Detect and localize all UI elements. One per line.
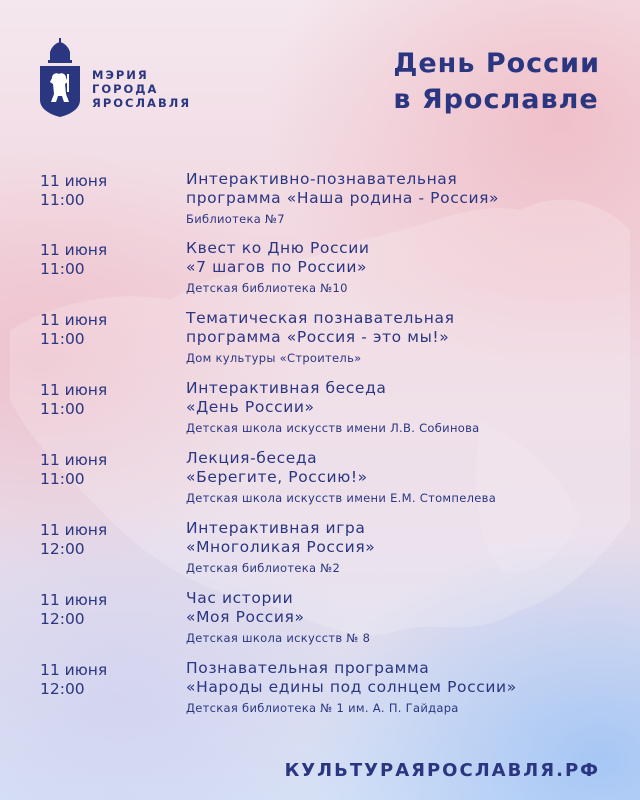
- event-venue: Детская библиотека № 1 им. А. П. Гайдара: [186, 701, 459, 715]
- event-datetime: [40, 521, 107, 559]
- event-date: 11 июня: [40, 451, 108, 469]
- event-title-line: Познавательная программа: [186, 659, 430, 677]
- event-title-line: программа «Наша родина - Россия»: [186, 189, 500, 207]
- event-title: [186, 659, 626, 697]
- event-time: 11:00: [40, 470, 85, 488]
- event-title-line: Интерактивная игра: [186, 519, 366, 537]
- logo-line-1: МЭРИЯ: [92, 68, 149, 82]
- event-title-line: «7 шагов по России»: [186, 258, 368, 276]
- event-title-line: Лекция-беседа: [186, 449, 318, 467]
- event-datetime: [40, 451, 107, 489]
- event-venue: Детская библиотека №2: [186, 561, 341, 575]
- event-title: [186, 589, 626, 627]
- event-title: [186, 239, 626, 277]
- event-time: 12:00: [40, 610, 85, 628]
- event-date: 11 июня: [40, 172, 108, 190]
- event-datetime: [40, 381, 107, 419]
- event-venue: Библиотека №7: [186, 212, 285, 226]
- event-title: [186, 170, 626, 208]
- logo-line-3: ЯРОСЛАВЛЯ: [92, 96, 192, 110]
- event-time: 11:00: [40, 400, 85, 418]
- page-title: [393, 46, 600, 118]
- event-title-line: Интерактивная беседа: [186, 379, 387, 397]
- event-datetime: [40, 241, 107, 279]
- event-date: 11 июня: [40, 311, 108, 329]
- event-title: [186, 379, 626, 417]
- event-time: 11:00: [40, 191, 85, 209]
- event-venue: Детская школа искусств имени Л.В. Собинова: [186, 421, 480, 435]
- event-title-line: Час истории: [186, 589, 294, 607]
- event-title-line: программа «Россия - это мы!»: [186, 328, 450, 346]
- website-link[interactable]: КУЛЬТУРАЯРОСЛАВЛЯ.РФ: [284, 760, 600, 781]
- event-title-line: «Народы едины под солнцем России»: [186, 678, 517, 696]
- event-time: 12:00: [40, 540, 85, 558]
- event-title-line: Интерактивно-познавательная: [186, 170, 458, 188]
- event-date: 11 июня: [40, 381, 108, 399]
- mayor-office-logo: [38, 38, 218, 118]
- event-venue: Дом культуры «Строитель»: [186, 351, 362, 365]
- event-date: 11 июня: [40, 241, 108, 259]
- title-line-2: в Ярославле: [393, 84, 599, 115]
- event-time: 11:00: [40, 260, 85, 278]
- logo-line-2: ГОРОДА: [92, 82, 159, 96]
- event-datetime: [40, 591, 107, 629]
- event-title: [186, 519, 626, 557]
- title-line-1: День России: [393, 48, 600, 79]
- event-datetime: [40, 661, 107, 699]
- event-title-line: «День России»: [186, 398, 315, 416]
- event-venue: Детская школа искусств имени Е.М. Стомпелева: [186, 491, 497, 505]
- event-datetime: [40, 311, 107, 349]
- event-title: [186, 309, 626, 347]
- event-date: 11 июня: [40, 591, 108, 609]
- event-title: [186, 449, 626, 487]
- event-venue: Детская школа искусств № 8: [186, 631, 371, 645]
- yaroslavl-coat-of-arms-bear-icon: [38, 38, 82, 118]
- event-date: 11 июня: [40, 521, 108, 539]
- event-venue: Детская библиотека №10: [186, 281, 348, 295]
- event-title-line: Тематическая познавательная: [186, 309, 455, 327]
- event-datetime: [40, 172, 107, 210]
- event-title-line: «Многоликая Россия»: [186, 538, 376, 556]
- event-title-line: «Моя Россия»: [186, 608, 305, 626]
- event-time: 11:00: [40, 330, 85, 348]
- event-title-line: «Берегите, Россию!»: [186, 468, 368, 486]
- event-title-line: Квест ко Дню России: [186, 239, 370, 257]
- event-date: 11 июня: [40, 661, 108, 679]
- event-time: 12:00: [40, 680, 85, 698]
